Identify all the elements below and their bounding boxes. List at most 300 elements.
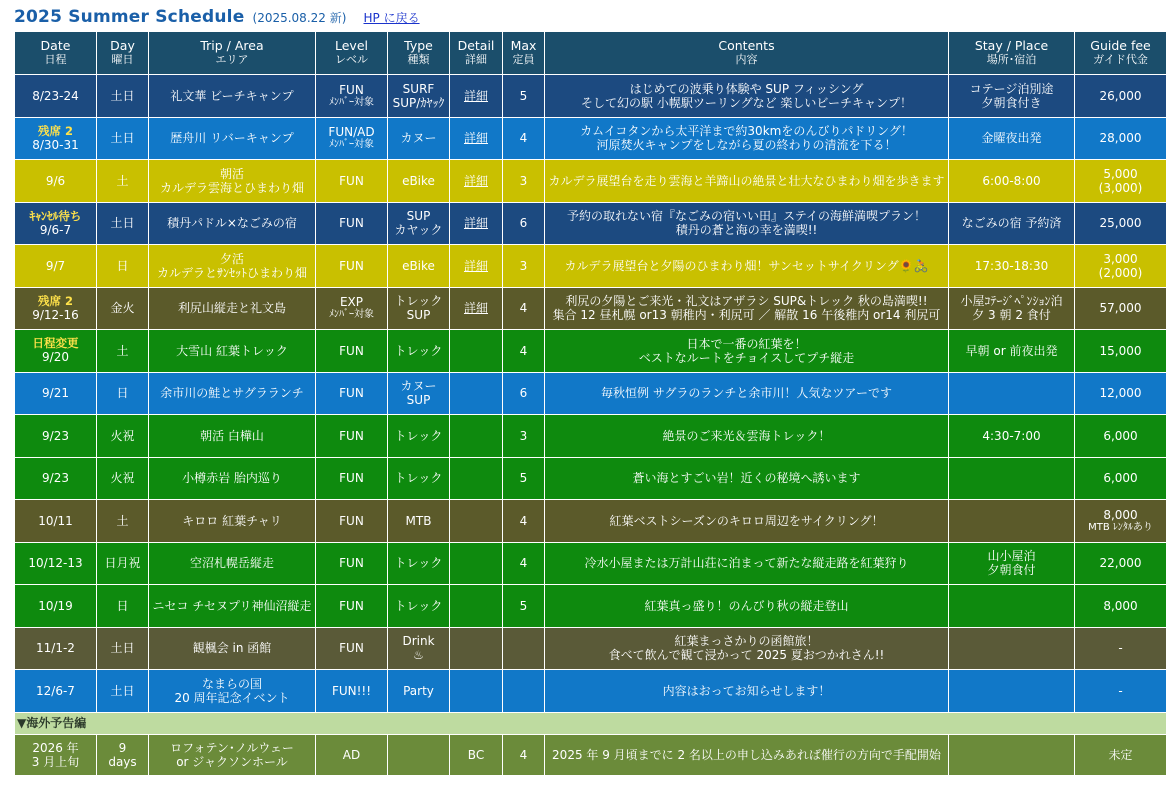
trip-cell	[149, 117, 316, 160]
contents-cell	[545, 500, 949, 543]
type-line: トレック	[394, 471, 443, 486]
level-cell: AD	[316, 734, 388, 775]
date-value: 8/30-31	[32, 137, 79, 152]
column-header-jp: 詳細	[465, 53, 487, 66]
level-cell	[316, 542, 388, 585]
type-cell	[388, 245, 450, 288]
trip-cell	[149, 245, 316, 288]
type-cell	[388, 627, 450, 670]
date-value: 9/6	[45, 173, 66, 188]
level-cell	[316, 500, 388, 543]
stay-cell	[949, 415, 1075, 458]
stay-line: 夕朝食付	[987, 563, 1036, 578]
column-header-en: Detail	[457, 38, 495, 53]
trip-line: 大雪山 紅葉トレック	[176, 343, 288, 358]
contents-line: 内容はおってお知らせします！	[662, 683, 831, 698]
type-line: eBike	[402, 173, 435, 188]
schedule-row	[15, 75, 1167, 118]
trip-cell	[149, 670, 316, 713]
day-cell: 火祝	[97, 457, 149, 500]
detail-cell	[450, 457, 503, 500]
fee-cell	[1075, 330, 1167, 373]
date-cell	[15, 542, 97, 585]
date-cell	[15, 500, 97, 543]
max-cell: 3	[503, 415, 545, 458]
level-line: FUN	[339, 173, 364, 188]
level-cell	[316, 117, 388, 160]
day-cell: 土	[97, 500, 149, 543]
level-line: FUN	[339, 471, 364, 486]
level-line: FUN	[339, 641, 364, 656]
fee-cell	[1075, 542, 1167, 585]
contents-cell	[545, 372, 949, 415]
section-label: ▼海外予告編	[15, 712, 1167, 734]
fee-line: -	[1118, 641, 1123, 656]
contents-line: 積丹の蒼と海の幸を満喫!!	[675, 223, 818, 238]
date-value: 9/7	[45, 258, 66, 273]
column-header-max	[503, 32, 545, 75]
page-title: 2025 Summer Schedule	[14, 7, 245, 27]
level-line: FUN/AD	[328, 125, 375, 140]
detail-cell	[450, 202, 503, 245]
contents-line: カムイコタンから太平洋まで約30kmをのんびりパドリング！	[580, 124, 913, 139]
column-header-day	[97, 32, 149, 75]
schedule-row	[15, 330, 1167, 373]
max-cell: 5	[503, 457, 545, 500]
day-cell: 金火	[97, 287, 149, 330]
stay-line: 17:30-18:30	[974, 258, 1049, 273]
trip-line: カルデラ雲海とひまわり畑	[159, 180, 304, 195]
trip-cell	[149, 160, 316, 203]
fee-line: 8,000	[1103, 598, 1138, 613]
level-line: FUN	[339, 343, 364, 358]
trip-cell	[149, 585, 316, 628]
date-value: 9/12-16	[32, 307, 79, 322]
date-value: 9/21	[42, 386, 69, 401]
trip-line: 朝活	[219, 166, 244, 181]
day-cell: 日月祝	[97, 542, 149, 585]
detail-link[interactable]: 詳細	[463, 173, 488, 188]
type-cell	[388, 585, 450, 628]
level-cell	[316, 457, 388, 500]
fee-line: 8,000	[1103, 507, 1138, 522]
back-to-hp-link[interactable]: HP に戻る	[363, 11, 420, 25]
trip-cell	[149, 287, 316, 330]
trip-line: 夕活	[219, 251, 244, 266]
max-cell	[503, 627, 545, 670]
stay-line: 夕 3 朝 2 食付	[972, 308, 1051, 323]
type-line: トレック	[394, 428, 443, 443]
trip-line: 利尻山縦走と礼文島	[177, 301, 286, 316]
trip-cell	[149, 627, 316, 670]
contents-line: 食べて飲んで観て浸かって 2025 夏おつかれさん!!	[608, 648, 885, 663]
trip-line: ロフォテン･ノルウェー	[170, 740, 294, 755]
type-line: Party	[403, 683, 434, 698]
column-header-jp: 定員	[512, 53, 535, 66]
trip-line: 空沼札幌岳縦走	[189, 556, 274, 571]
day-line: 9	[118, 740, 127, 755]
level-line: FUN	[339, 598, 364, 613]
date-value: 8/23-24	[32, 88, 79, 103]
stay-line: 夕朝食付き	[981, 95, 1042, 110]
fee-line: 22,000	[1099, 556, 1142, 571]
fee-cell	[1075, 202, 1167, 245]
fee-line: 12,000	[1099, 386, 1142, 401]
fee-cell	[1075, 627, 1167, 670]
column-header-jp: 内容	[735, 53, 758, 66]
status-badge: 日程変更	[32, 336, 79, 351]
status-badge: 残席 2	[37, 123, 73, 138]
date-cell	[15, 160, 97, 203]
stay-line: なごみの宿 予約済	[961, 216, 1062, 231]
trip-line: 余市川の鮭とサグラランチ	[160, 386, 304, 401]
type-line: トレック	[394, 294, 443, 309]
day-cell: 土日	[97, 202, 149, 245]
contents-line: 河原焚火キャンプをしながら夏の終わりの清流を下る！	[596, 138, 897, 153]
trip-cell	[149, 542, 316, 585]
day-cell: 土	[97, 330, 149, 373]
level-cell	[316, 287, 388, 330]
trip-line: 20 周年記念イベント	[174, 690, 290, 705]
type-line: トレック	[394, 598, 443, 613]
trip-line: 積丹パドル×なごみの宿	[167, 216, 297, 231]
schedule-table	[14, 31, 1167, 776]
type-line: SUP	[406, 209, 431, 224]
detail-cell	[450, 500, 503, 543]
date-cell	[15, 372, 97, 415]
stay-cell	[949, 670, 1075, 713]
fee-line: MTB ﾚﾝﾀﾙあり	[1088, 521, 1153, 533]
type-cell	[388, 75, 450, 118]
fee-line: 25,000	[1099, 216, 1142, 231]
contents-line: 冷水小屋または万計山荘に泊まって新たな縦走路を紅葉狩り	[584, 556, 909, 571]
stay-line: コテージ泊別途	[969, 81, 1054, 96]
stay-cell	[949, 457, 1075, 500]
date-value: 9/6-7	[39, 222, 72, 237]
stay-cell	[949, 287, 1075, 330]
column-header-jp: レベル	[335, 53, 368, 66]
level-line: EXP	[339, 295, 364, 310]
stay-line: 山小屋泊	[987, 549, 1036, 564]
day-cell: 日	[97, 372, 149, 415]
detail-cell	[450, 585, 503, 628]
table-header-row	[15, 32, 1167, 75]
contents-line: カルデラ展望台と夕陽のひまわり畑！サンセットサイクリング🌻🚴	[564, 258, 929, 273]
stay-cell	[949, 734, 1075, 775]
detail-cell	[450, 415, 503, 458]
contents-cell	[545, 670, 949, 713]
column-header-jp: エリア	[215, 53, 249, 66]
contents-cell	[545, 117, 949, 160]
detail-cell	[450, 627, 503, 670]
level-line: FUN	[339, 428, 364, 443]
fee-cell	[1075, 75, 1167, 118]
fee-cell	[1075, 287, 1167, 330]
type-cell	[388, 372, 450, 415]
date-value: 10/12-13	[28, 556, 83, 571]
date-cell	[15, 245, 97, 288]
detail-cell	[450, 372, 503, 415]
type-line: トレック	[394, 343, 443, 358]
day-cell: 日	[97, 585, 149, 628]
stay-cell	[949, 245, 1075, 288]
level-line: FUN	[339, 513, 364, 528]
schedule-row	[15, 415, 1167, 458]
type-cell	[388, 542, 450, 585]
column-header-en: Level	[335, 38, 368, 53]
day-cell: 土日	[97, 670, 149, 713]
level-cell	[316, 415, 388, 458]
date-cell	[15, 117, 97, 160]
stay-cell	[949, 542, 1075, 585]
contents-cell	[545, 245, 949, 288]
contents-line: 集合 12 昼札幌 or13 朝稚内・利尻可 ／ 解散 16 午後稚内 or14 利尻可	[552, 308, 941, 323]
day-cell: 日	[97, 245, 149, 288]
date-value: 9/23	[42, 428, 69, 443]
fee-line: 15,000	[1099, 343, 1142, 358]
type-line: Drink	[402, 634, 435, 649]
update-date: (2025.08.22 新)	[252, 11, 347, 25]
day-cell	[97, 734, 149, 775]
schedule-row	[15, 457, 1167, 500]
max-cell: 5	[503, 75, 545, 118]
fee-line: (3,000)	[1098, 180, 1143, 195]
column-header-en: Max	[510, 38, 537, 53]
max-cell: 4	[503, 542, 545, 585]
trip-line: ニセコ チセヌプリ神仙沼縦走	[152, 598, 312, 613]
contents-cell	[545, 457, 949, 500]
column-header-en: Day	[110, 38, 135, 53]
stay-line: 早朝 or 前夜出発	[965, 343, 1058, 358]
stay-cell	[949, 627, 1075, 670]
detail-cell	[450, 287, 503, 330]
column-header-level	[316, 32, 388, 75]
page-header	[14, 7, 420, 31]
type-cell	[388, 500, 450, 543]
date-value: 11/1-2	[36, 641, 75, 656]
trip-cell	[149, 75, 316, 118]
type-line: カヌー	[400, 131, 437, 146]
level-cell	[316, 75, 388, 118]
max-cell: 6	[503, 202, 545, 245]
level-cell	[316, 585, 388, 628]
date-cell	[15, 75, 97, 118]
date-cell	[15, 457, 97, 500]
column-header-en: Guide fee	[1090, 38, 1151, 53]
detail-cell	[450, 330, 503, 373]
max-cell: 4	[503, 330, 545, 373]
contents-line: カルデラ展望台を走り雲海と羊蹄山の絶景と壮大なひまわり畑を歩きます	[548, 173, 945, 188]
type-cell	[388, 287, 450, 330]
contents-cell	[545, 330, 949, 373]
day-cell: 火祝	[97, 415, 149, 458]
contents-line: 紅葉まっさかりの函館旅！	[674, 634, 819, 649]
contents-cell	[545, 202, 949, 245]
date-value: 10/19	[38, 598, 73, 613]
stay-cell	[949, 585, 1075, 628]
column-header-date	[15, 32, 97, 75]
detail-cell: BC	[450, 734, 503, 775]
type-cell	[388, 734, 450, 775]
max-cell: 3	[503, 160, 545, 203]
fee-line: 57,000	[1099, 301, 1142, 316]
date-line: 3 月上旬	[31, 754, 80, 769]
level-cell	[316, 245, 388, 288]
stay-cell	[949, 160, 1075, 203]
date-cell	[15, 202, 97, 245]
contents-line: はじめての波乗り体験や SUP フィッシング	[629, 81, 864, 96]
max-cell: 4	[503, 287, 545, 330]
column-header-en: Stay / Place	[974, 38, 1049, 53]
detail-cell	[450, 542, 503, 585]
trip-line: カルデラとｻﾝｾｯﾄひまわり畑	[156, 265, 307, 280]
trip-cell	[149, 372, 316, 415]
day-cell: 土日	[97, 627, 149, 670]
contents-line: 予約の取れない宿『なごみの宿いい田』ステイの海鮮満喫プラン！	[567, 209, 926, 224]
contents-line: ベストなルートをチョイスしてプチ縦走	[638, 350, 855, 365]
level-cell	[316, 627, 388, 670]
fee-cell	[1075, 372, 1167, 415]
contents-line: 紅葉真っ盛り！のんびり秋の縦走登山	[644, 598, 849, 613]
column-header-jp: 曜日	[111, 53, 134, 66]
fee-line: 28,000	[1099, 131, 1142, 146]
schedule-row	[15, 202, 1167, 245]
fee-line: 6,000	[1103, 471, 1138, 486]
max-cell: 6	[503, 372, 545, 415]
contents-line: そして幻の駅 小幌駅ツーリングなど 楽しいビーチキャンプ！	[581, 95, 912, 110]
detail-cell	[450, 160, 503, 203]
status-badge: 残席 2	[37, 293, 73, 308]
type-cell	[388, 202, 450, 245]
max-cell	[503, 670, 545, 713]
date-cell	[15, 670, 97, 713]
max-cell: 4	[503, 117, 545, 160]
trip-cell	[149, 457, 316, 500]
stay-line: 6:00-8:00	[982, 173, 1041, 188]
date-value: 9/20	[42, 350, 69, 365]
column-header-en: Date	[40, 38, 71, 53]
contents-cell	[545, 415, 949, 458]
detail-link[interactable]: 詳細	[463, 131, 488, 146]
column-header-en: Trip / Area	[200, 38, 264, 53]
detail-cell	[450, 670, 503, 713]
type-line: カヌー	[400, 379, 437, 394]
detail-link[interactable]: 詳細	[463, 216, 488, 231]
type-line: MTB	[405, 513, 432, 528]
type-line: SUP/ｶﾔｯｸ	[392, 95, 445, 110]
stay-line: 小屋ｺﾃｰｼﾞﾍﾟﾝｼｮﾝ泊	[960, 294, 1063, 309]
type-line: ♨	[413, 648, 424, 663]
stay-line: 金曜夜出発	[981, 131, 1042, 146]
column-header-en: Type	[404, 38, 433, 53]
fee-line: 5,000	[1103, 166, 1138, 181]
date-cell	[15, 585, 97, 628]
detail-link[interactable]: 詳細	[463, 88, 488, 103]
trip-line: 礼文華 ビーチキャンプ	[170, 88, 294, 103]
level-line: FUN!!!	[331, 683, 372, 698]
level-line: ﾒﾝﾊﾞｰ対象	[329, 139, 374, 151]
column-header-type	[388, 32, 450, 75]
contents-line: 毎秋恒例 サグラのランチと余市川！人気なツアーです	[601, 386, 892, 401]
stay-cell	[949, 117, 1075, 160]
schedule-row	[15, 372, 1167, 415]
date-cell	[15, 627, 97, 670]
contents-cell	[545, 75, 949, 118]
fee-cell	[1075, 457, 1167, 500]
column-header-fee	[1075, 32, 1167, 75]
stay-cell	[949, 330, 1075, 373]
status-badge: ｷｬﾝｾﾙ待ち	[29, 208, 82, 223]
column-header-trip	[149, 32, 316, 75]
fee-line: 6,000	[1103, 428, 1138, 443]
trip-line: 小樽赤岩 胎内巡り	[182, 471, 282, 486]
trip-line: 歴舟川 リバーキャンプ	[170, 131, 294, 146]
date-value: 9/23	[42, 471, 69, 486]
level-line: ﾒﾝﾊﾞｰ対象	[329, 309, 374, 321]
contents-cell: 2025 年 9 月頃までに 2 名以上の申し込みあれば催行の方向で手配開始	[545, 734, 949, 775]
type-cell	[388, 160, 450, 203]
day-cell: 土	[97, 160, 149, 203]
level-line: FUN	[339, 216, 364, 231]
max-cell: 5	[503, 585, 545, 628]
type-line: eBike	[402, 258, 435, 273]
schedule-row	[15, 670, 1167, 713]
type-cell	[388, 670, 450, 713]
stay-cell	[949, 372, 1075, 415]
fee-cell	[1075, 585, 1167, 628]
level-cell	[316, 330, 388, 373]
future-row	[15, 734, 1167, 775]
max-cell: 4	[503, 734, 545, 775]
max-cell: 3	[503, 245, 545, 288]
level-line: FUN	[339, 386, 364, 401]
fee-cell	[1075, 160, 1167, 203]
day-line: days	[108, 754, 137, 769]
trip-line: なまらの国	[201, 676, 262, 691]
date-cell	[15, 287, 97, 330]
type-line: SUP	[406, 393, 431, 408]
day-cell: 土日	[97, 117, 149, 160]
trip-cell	[149, 202, 316, 245]
detail-cell	[450, 117, 503, 160]
trip-cell	[149, 734, 316, 775]
fee-cell	[1075, 245, 1167, 288]
date-value: 10/11	[38, 513, 73, 528]
schedule-row	[15, 585, 1167, 628]
contents-cell	[545, 160, 949, 203]
detail-link[interactable]: 詳細	[463, 258, 488, 273]
level-cell	[316, 202, 388, 245]
contents-line: 蒼い海とすごい岩！近くの秘境へ誘います	[632, 471, 861, 486]
schedule-row	[15, 287, 1167, 330]
fee-cell	[1075, 415, 1167, 458]
schedule-row	[15, 160, 1167, 203]
trip-line: キロロ 紅葉チャリ	[182, 513, 282, 528]
column-header-detail	[450, 32, 503, 75]
type-line: SURF	[402, 81, 435, 96]
fee-cell: 未定	[1075, 734, 1167, 775]
date-cell	[15, 330, 97, 373]
schedule-row	[15, 500, 1167, 543]
contents-line: 絶景のご来光＆雲海トレック！	[662, 428, 831, 443]
trip-cell	[149, 500, 316, 543]
fee-cell	[1075, 500, 1167, 543]
detail-cell	[450, 75, 503, 118]
column-header-stay	[949, 32, 1075, 75]
contents-cell	[545, 287, 949, 330]
detail-link[interactable]: 詳細	[463, 301, 488, 316]
contents-line: 日本で一番の紅葉を！	[686, 336, 807, 351]
